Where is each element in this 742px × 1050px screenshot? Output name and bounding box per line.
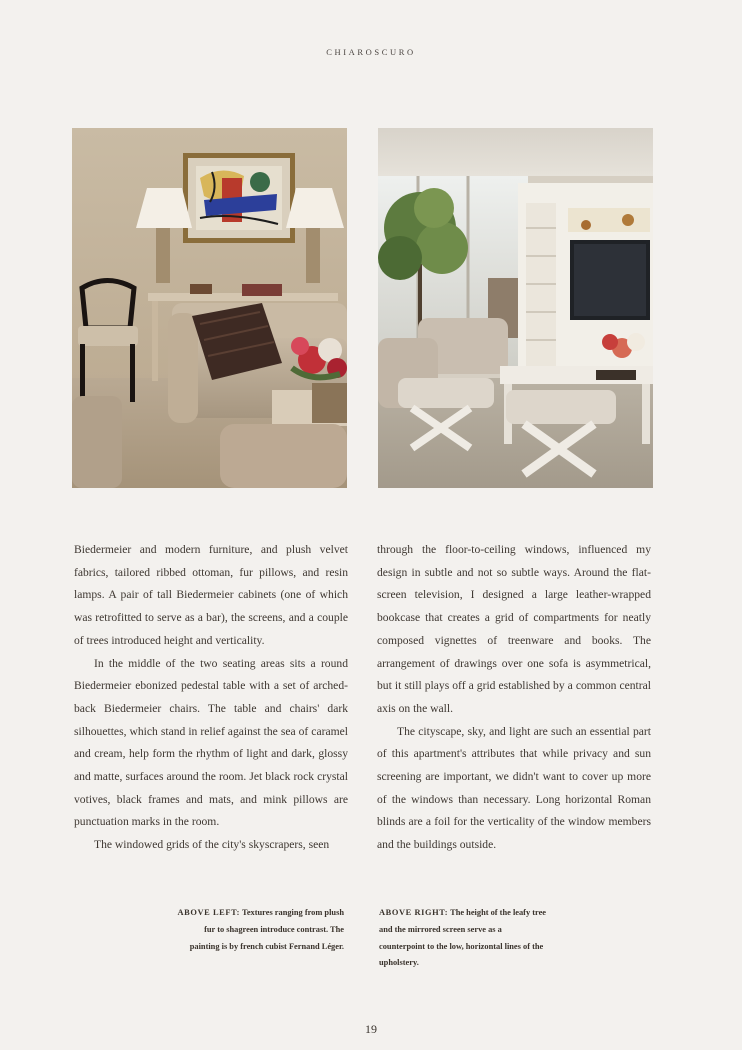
living-room-right-illustration: [378, 128, 653, 488]
caption-text: The height of the leafy tree and the mirrored screen serve as a counterpoint to the low, horizontal lines of the upholstery.: [379, 908, 547, 968]
running-head: CHIAROSCURO: [326, 47, 416, 57]
paragraph: In the middle of the two seating areas sits a round Biedermeier ebonized pedestal table with a set of arched-back Biedermeier chairs. The table and chairs' dark silhouettes, which stand in relief against the sea of caramel and cream, help form the rhythm of light and dark, glossy and matte, surfaces around the room. Jet black rock crystal votives, black frames and mats, and mink pillows are punctuation marks in the room.: [74, 656, 348, 829]
photo-living-room-left: [72, 128, 347, 488]
paragraph: through the floor-to-ceiling windows, influenced my design in subtle and not so subtle ways. Around the flat-screen television, I designed a large leather-wrapped bookcase that creates a grid of compartments for neatly composed vignettes of treenware and books. The arrangement of drawings over one sofa is asymmetrical, but it still plays off a grid established by a common central axis on the wall.: [377, 543, 651, 715]
caption-above-right: [379, 905, 549, 972]
page-number: 19: [365, 1022, 377, 1036]
paragraph: The cityscape, sky, and light are such an essential part of this apartment's attributes that while privacy and sun screening are important, we didn't want to cover up more of the windows than necessary. Long horizontal Roman blinds are a foil for the verticality of the window members and the buildings outside.: [377, 724, 651, 852]
living-room-left-illustration: [72, 128, 347, 488]
paragraph: The windowed grids of the city's skyscrapers, seen: [94, 838, 330, 852]
paragraph: Biedermeier and modern furniture, and plush velvet fabrics, tailored ribbed ottoman, fur pillows, and resin lamps. A pair of tall Biedermeier cabinets (one of which was retrofitted to serve as a bar), the screens, and a couple of trees introduced height and verticality.: [74, 543, 348, 647]
caption-lead: ABOVE RIGHT:: [379, 908, 449, 917]
body-column-right: [377, 539, 651, 857]
photo-living-room-right: [378, 128, 653, 488]
body-column-left: [74, 539, 348, 857]
caption-text: Textures ranging from plush fur to shagreen introduce contrast. The painting is by french cubist Fernand Léger.: [189, 908, 344, 951]
caption-lead: ABOVE LEFT:: [177, 908, 241, 917]
leger-painting: [196, 166, 282, 230]
caption-above-left: [174, 905, 344, 955]
